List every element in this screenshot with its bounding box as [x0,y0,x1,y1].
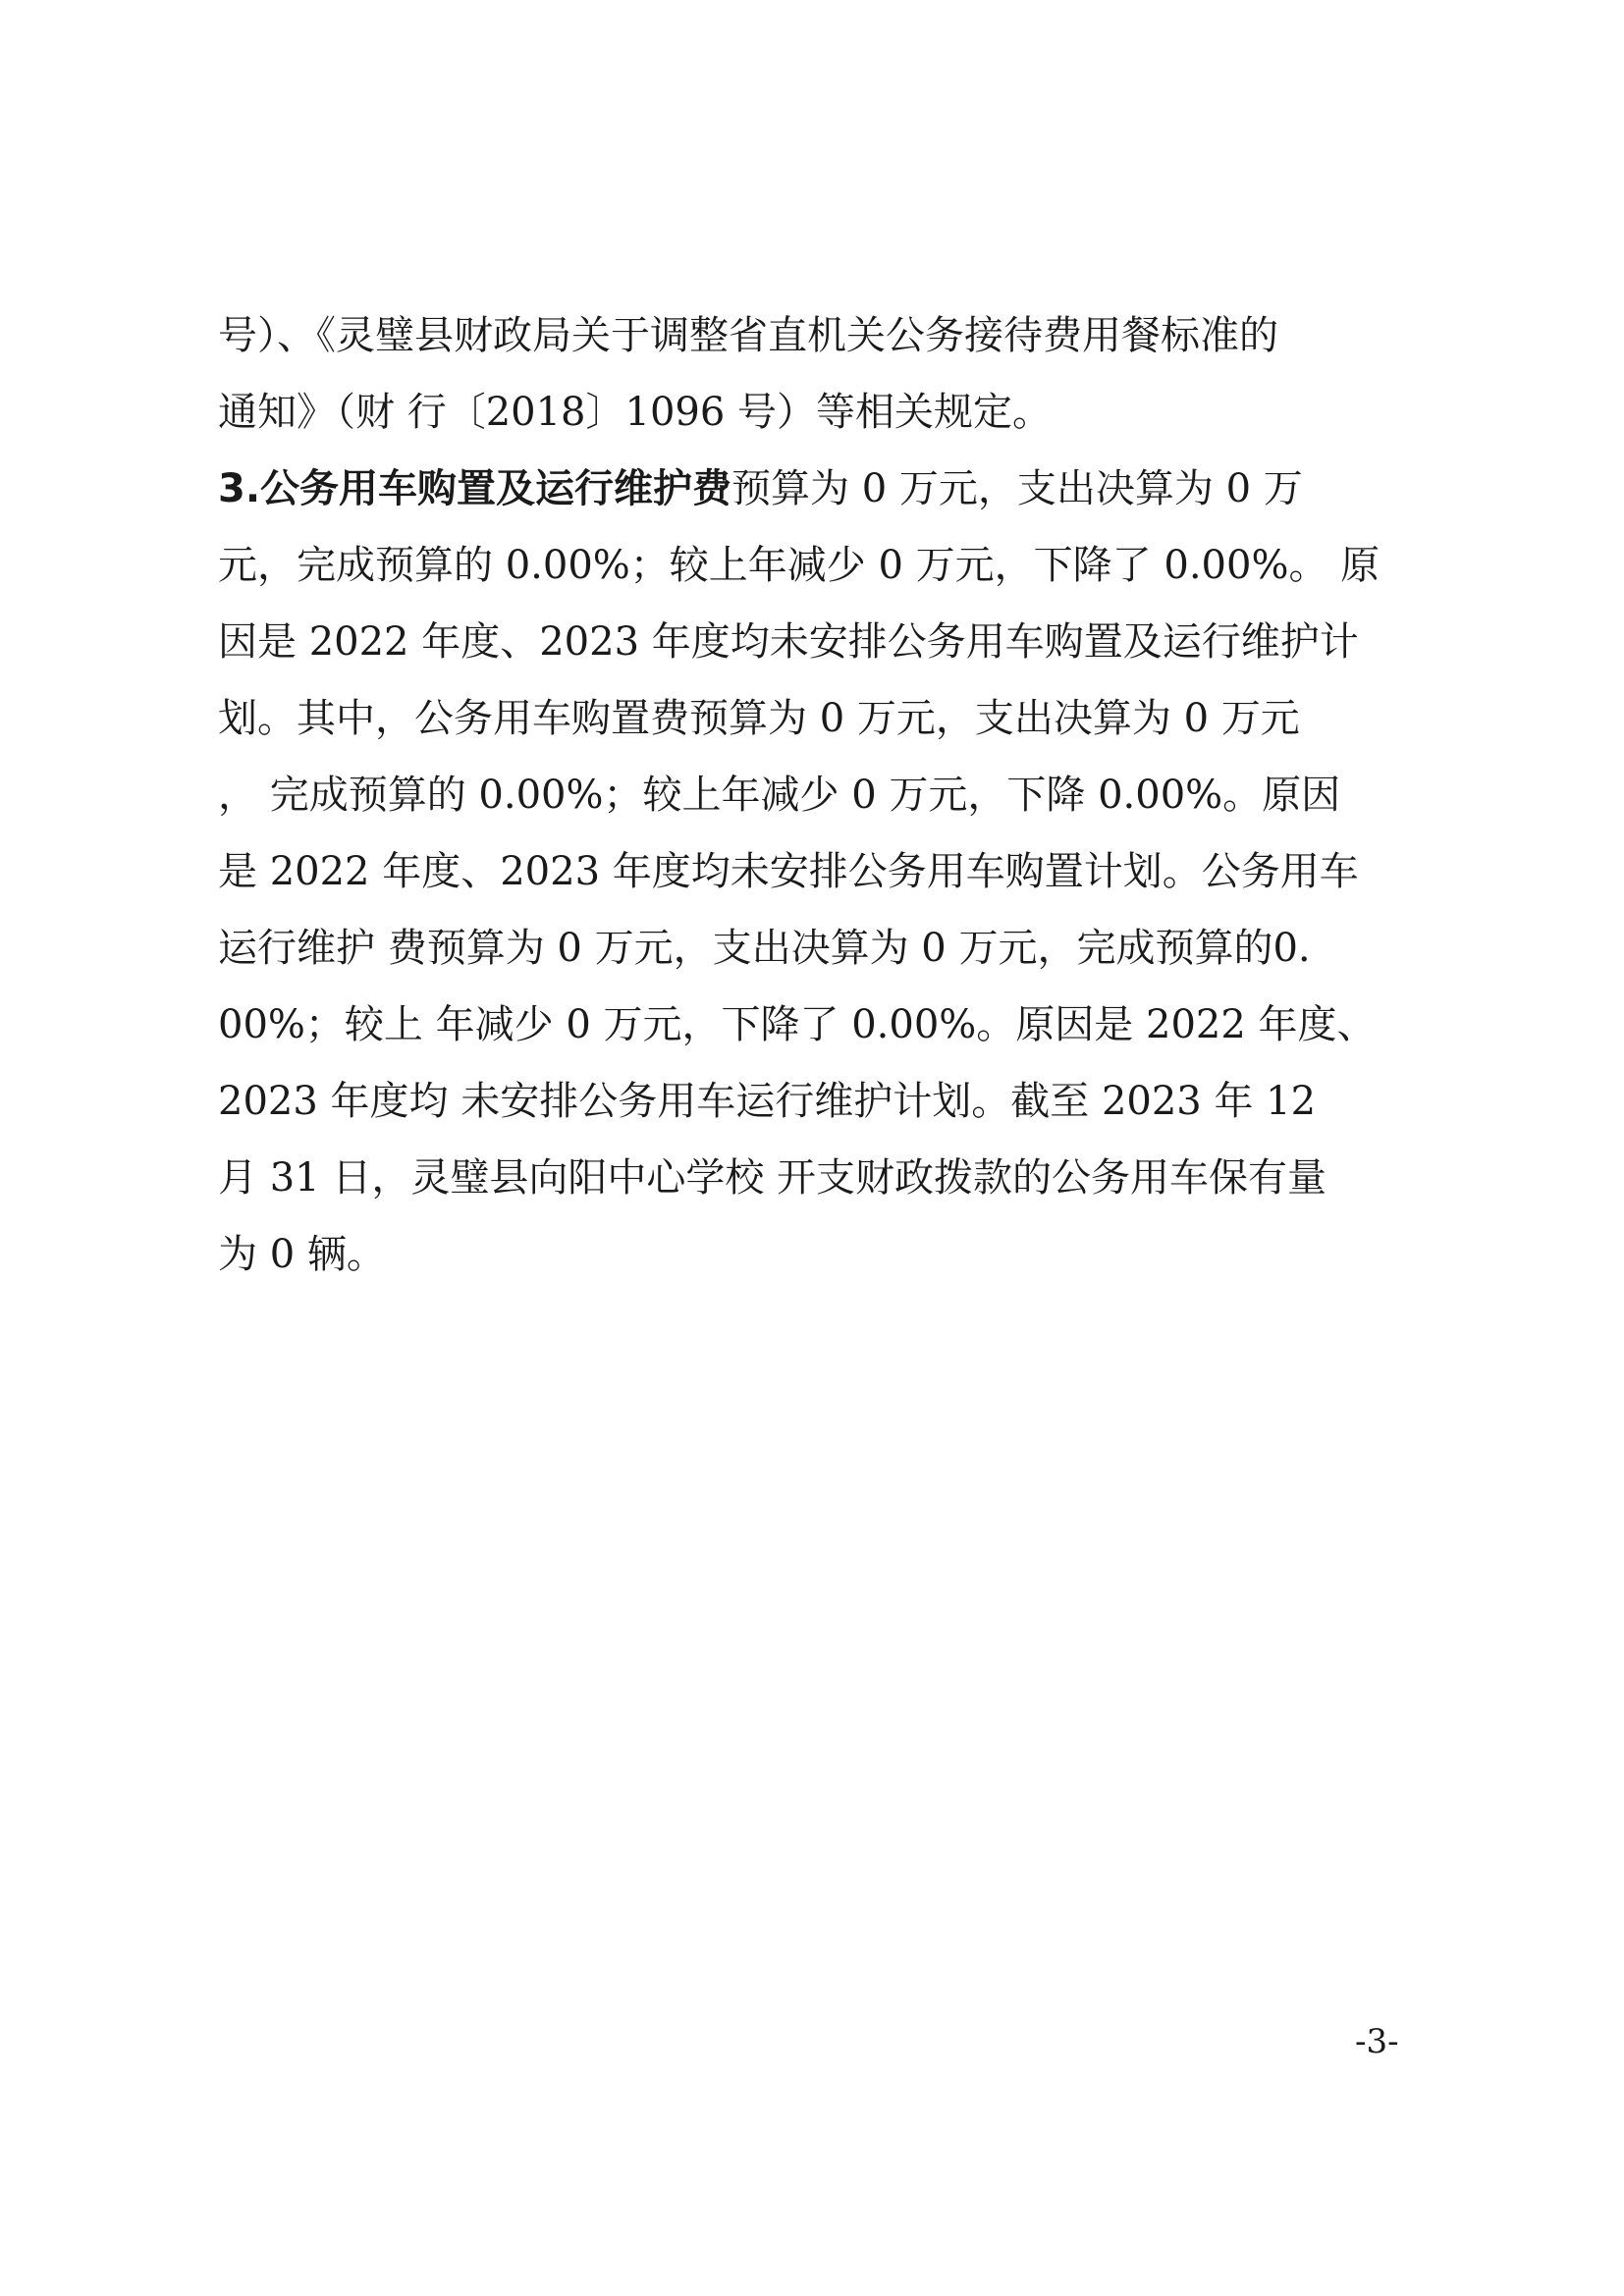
section-3-first-line [218,465,1435,512]
paragraph-line-13: 为 0 辆。 [218,1232,386,1277]
paragraph-line-4: 元，完成预算的 0.00%；较上年减少 0 万元，下降了 0.00%。 原 [218,543,1380,588]
paragraph-line-10: 00%；较上 年减少 0 万元，下降了 0.00%。原因是 2022 年度、 [218,1002,1377,1047]
section-3-first-line-text: 预算为 0 万元，支出决算为 0 万 [731,466,1303,511]
paragraph-line-8: 是 2022 年度、2023 年度均未安排公务用车购置计划。公务用车 [218,849,1359,894]
section-3-heading: 3.公务用车购置及运行维护费 [218,466,732,511]
paragraph-line-6: 划。其中，公务用车购置费预算为 0 万元，支出决算为 0 万元 [218,696,1300,741]
paragraph-line-7: ， 完成预算的 0.00%；较上年减少 0 万元，下降 0.00%。原因 [218,773,1341,818]
paragraph-line-9: 运行维护 费预算为 0 万元，支出决算为 0 万元，完成预算的0. [218,926,1311,971]
page-number: -3- [1355,2022,1399,2061]
paragraph-line-1: 号）、《灵璧县财政局关于调整省直机关公务接待费用餐标准的 [218,313,1278,358]
paragraph-line-12: 月 31 日，灵璧县向阳中心学校 开支财政拨款的公务用车保有量 [218,1155,1327,1201]
paragraph-line-5: 因是 2022 年度、2023 年度均未安排公务用车购置及运行维护计 [218,619,1359,665]
paragraph-line-2: 通知》（财 行〔2018〕1096 号）等相关规定。 [218,390,1053,435]
paragraph-line-11: 2023 年度均 未安排公务用车运行维护计划。截至 2023 年 12 [218,1079,1317,1124]
